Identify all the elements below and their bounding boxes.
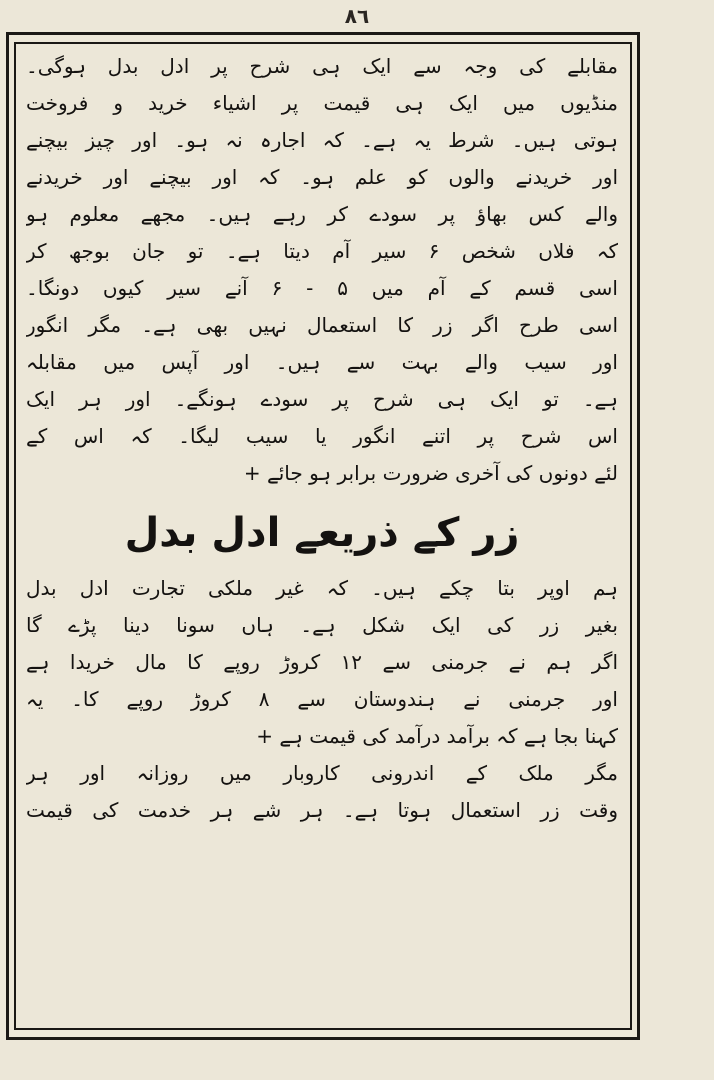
text-line: کہ فلاں شخص ۶ سیر آم دیتا ہے۔ تو جان بوجھ کر [26,239,618,263]
text-line: اسی قسم کے آم میں ۵ - ۶ آنے سیر کیوں دونگا۔ [26,276,618,300]
page-number: ٨٦ [344,4,370,28]
text-line: وقت زر استعمال ہوتا ہے۔ ہر شے ہر خدمت کی قیمت [26,798,618,822]
page-body [26,48,618,1018]
paragraph-1 [26,48,618,492]
paragraph-2 [26,570,618,829]
text-line: مگر ملک کے اندرونی کاروبار میں روزانہ اور ہر [26,761,618,785]
text-line: منڈیوں میں ایک ہی قیمت پر اشیاء خرید و فروخت [26,91,618,115]
text-line: ہم اوپر بتا چکے ہیں۔ کہ غیر ملکی تجارت ادل بدل [26,576,618,600]
text-line: کہنا بجا ہے کہ برآمد درآمد کی قیمت ہے + [256,724,618,748]
text-line: اور سیب والے بہت سے ہیں۔ اور آپس میں مقابلہ [26,350,618,374]
text-line: والے کس بھاؤ پر سودے کر رہے ہیں۔ مجھے معلوم ہو [26,202,618,226]
text-line: بغیر زر کی ایک شکل ہے۔ ہاں سونا دینا پڑے گا [26,613,618,637]
text-line: اس شرح پر اتنے انگور یا سیب لیگا۔ کہ اس کے [26,424,618,448]
text-line: اگر ہم نے جرمنی سے ۱۲ کروڑ روپے کا مال خریدا ہے [26,650,618,674]
text-line: ہے۔ تو ایک ہی شرح پر سودے ہونگے۔ اور ہر ایک [26,387,618,411]
section-heading: زر کے ذریعے ادل بدل [124,510,520,556]
text-line: اسی طرح اگر زر کا استعمال نہیں بھی ہے۔ مگر انگور [26,313,618,337]
text-line: لئے دونوں کی آخری ضرورت برابر ہو جائے + [243,461,618,485]
text-line: اور خریدنے والوں کو علم ہو۔ کہ اور بیچنے اور خریدنے [26,165,618,189]
text-line: اور جرمنی نے ہندوستان سے ۸ کروڑ روپے کا۔ یہ [26,687,618,711]
text-line: ہوتی ہیں۔ شرط یہ ہے۔ کہ اجارہ نہ ہو۔ اور چیز بیچنے [26,128,618,152]
text-line: مقابلے کی وجہ سے ایک ہی شرح پر ادل بدل ہوگی۔ [26,54,618,78]
